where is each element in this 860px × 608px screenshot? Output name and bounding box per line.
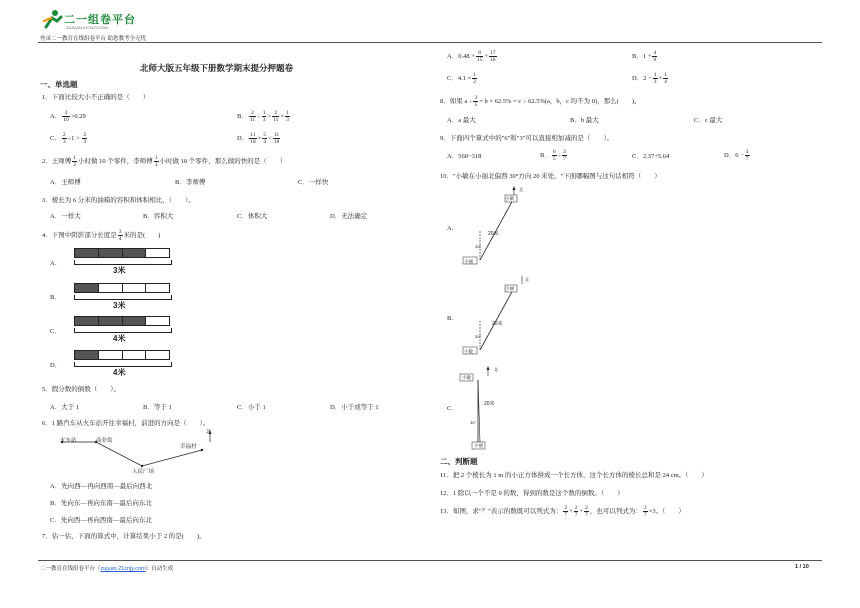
q10-diagram-a (460, 184, 530, 270)
q9-option-d: D．6 − $\frac{3}{7}$ (724, 149, 749, 162)
q5-option-a: A．大于 1 (50, 404, 80, 411)
q10b-deg: 30° (475, 334, 482, 339)
q7-option-b: B．1 + $\frac{4}{9}$ (632, 50, 657, 63)
q6-map-station: 火车站 (60, 438, 77, 444)
q2-option-c: C．一样快 (298, 179, 329, 186)
q3-option-a: A．一样大 (50, 213, 81, 220)
q10a-north: 北 (519, 187, 523, 192)
q4-option-d: D． (50, 362, 62, 369)
q3-option-b: B．容积大 (143, 213, 174, 220)
q4-bar-c (74, 316, 170, 326)
header-divider (38, 42, 822, 43)
q1-option-a: A． $\frac{3}{10}$ >0.29 (50, 110, 86, 123)
logo-icon (42, 9, 64, 29)
q2-option-b: B．李师傅 (175, 179, 206, 186)
question-4-stem: 4．下图中阴影部分长度是 $\frac{3}{4}$ 米的是( ) (42, 229, 161, 242)
q4-bar-a (74, 248, 170, 258)
q4-option-b: B． (50, 294, 61, 301)
q8-option-a: A．a 最大 (447, 117, 476, 124)
q10c-deg: 30° (470, 420, 477, 425)
q2-option-a: A．王师傅 (50, 179, 81, 186)
page-number: 1 / 10 (795, 564, 809, 570)
footer-credit: 二一教育在线组卷平台（zujuan.21cnjy.com）自动生成 (40, 566, 174, 572)
question-11: 11．把 2 个棱长为 1 m 的小正方体拼成一个长方体，这个长方体的棱长总和是 24 cm。（ ） (440, 472, 708, 479)
q10c-li: 小丽 (474, 443, 483, 448)
q10-diagram-b (460, 274, 530, 360)
q10-option-b: B. (447, 315, 453, 322)
question-8-stem: 8．如果 a ÷ $\frac{3}{5}$ = b × 62.5% = c ÷ 62.5%(a，b，c 均不为 0)，那么( )。 (440, 95, 641, 108)
q10b-li: 小丽 (505, 286, 514, 291)
q3-option-d: D．无法确定 (330, 213, 368, 220)
q4-option-c: C． (50, 328, 61, 335)
q10b-dist: 20米 (492, 321, 503, 327)
q10b-north: 北 (525, 277, 529, 282)
q1-option-d: D． $\frac{11}{18}$ × $\frac{5}{4}$ < $\frac{11}{18}$ (237, 132, 280, 145)
question-5-stem: 5．假分数的倒数（ ）。 (42, 386, 120, 393)
footer-divider (38, 560, 822, 561)
q10c-dist: 20米 (484, 401, 495, 407)
section-heading-true-false: 二、判断题 (440, 457, 478, 466)
q6-option-b: B．先向东—再向东南—最后向东北 (50, 500, 152, 507)
logo-subtext: ZUJUAN.21CNJY.COM (66, 25, 108, 30)
q6-map-village: 幸福村 (180, 444, 197, 450)
q6-option-a: A．先向西—再向西南—最后向西北 (50, 483, 153, 490)
q9-option-b: B． $\frac{6}{5}$ ÷ $\frac{3}{7}$ (540, 149, 566, 162)
q4-label-a: 3米 (113, 266, 126, 275)
q6-map-street: 商业街 (96, 438, 113, 444)
question-9-stem: 9．下面四个算式中的"6"和"3"可以直接相加减的是（ ）。 (440, 135, 614, 142)
q5-option-d: D．小于或等于 1 (330, 404, 379, 411)
page-title: 北师大版五年级下册数学期末提分押题卷 (140, 63, 294, 73)
question-10-stem: 10．"小敏在小丽北偏西 30°方向 20 米处。"下面哪幅图与这句话相符（ ） (440, 173, 661, 180)
q8-option-b: B．b 最大 (570, 117, 599, 124)
question-2-stem: 2．王师傅 $\frac{1}{2}$ 小时做 10 个零件，李师傅 $\frac{1}{3}$ 小时做 10 个零件，那么做的快的是（ ） (42, 155, 287, 168)
question-6-stem: 6．1 路汽车从火车站开往幸福村，前进的方向是（ ）。 (42, 420, 210, 427)
q4-label-b: 3米 (113, 301, 126, 310)
q10-option-a: A. (447, 225, 454, 232)
q10a-dist: 20米 (488, 231, 499, 237)
q4-option-a: A． (50, 260, 62, 267)
q5-option-b: B．等于 1 (143, 404, 172, 411)
q1-option-c: C． $\frac{2}{3}$ ÷1 > $\frac{2}{3}$ (50, 132, 87, 145)
section-heading-single-choice: 一、单选题 (40, 80, 78, 89)
footer-link[interactable]: zujuan.21cnjy.com (100, 566, 146, 572)
q10a-deg: 30° (475, 244, 482, 249)
q10c-min: 小敏 (462, 375, 471, 380)
logo-text: 二一组卷平台 (64, 13, 136, 26)
q9-option-c: C．2.37+5.64 (632, 153, 670, 160)
question-1-stem: 1．下面比较大小不正确的是（ ） (42, 94, 150, 101)
q4-bar-d (74, 350, 170, 360)
q7-option-d: D．2 − $\frac{1}{3}$ + $\frac{1}{4}$ (632, 72, 667, 85)
question-7-stem: 7．估一估，下面的算式中，计算结果小于 2 的是( )。 (42, 533, 206, 540)
q9-option-a: A．560−318 (447, 153, 482, 160)
q7-option-a: A．0.48 + $\frac{8}{15}$ + $\frac{17}{16}$ (447, 50, 496, 63)
question-12: 12．1 除以一个不是 0 的数，得到的数是这个数的倒数。（ ） (440, 490, 624, 497)
q6-map-square: 人民广场 (132, 469, 155, 475)
q10c-north: 北 (494, 367, 498, 372)
q1-option-b: B． $\frac{2}{11}$ ÷ $\frac{1}{3}$ > $\frac{2}{11}$ × $\frac{1}{3}$ (237, 110, 289, 123)
q7-option-c: C．4.1 × $\frac{1}{2}$ (447, 72, 477, 85)
q4-bar-b (74, 283, 170, 293)
q4-label-d: 4米 (113, 368, 126, 377)
q6-map-north: 北 (206, 429, 212, 435)
q6-option-c: C．先向西—再向西南—最后向东北 (50, 517, 152, 524)
q8-option-c: C．c 最大 (694, 117, 723, 124)
q10b-min: 小敏 (464, 349, 473, 354)
q10a-li: 小丽 (464, 259, 473, 264)
q10-option-c: C. (447, 405, 453, 412)
question-3-stem: 3．棱长为 6 分米的油箱的容积和体积相比，（ ）。 (42, 197, 195, 204)
question-13: 13．如图，求"？"表示的数既可以列式为： $\frac{2}{7}$ + $\frac{2}{7}$ + $\frac{2}{7}$ ，也可以列式为： $\frac{2}{7}$ ×3。（ ） (440, 505, 685, 518)
q3-option-c: C．体积大 (237, 213, 268, 220)
q4-label-c: 4米 (113, 334, 126, 343)
header-tagline: 登录二一教育在线组卷平台 助您教考全无忧 (40, 36, 147, 42)
q5-option-c: C．小于 1 (237, 404, 266, 411)
q10a-min: 小敏 (505, 196, 514, 201)
